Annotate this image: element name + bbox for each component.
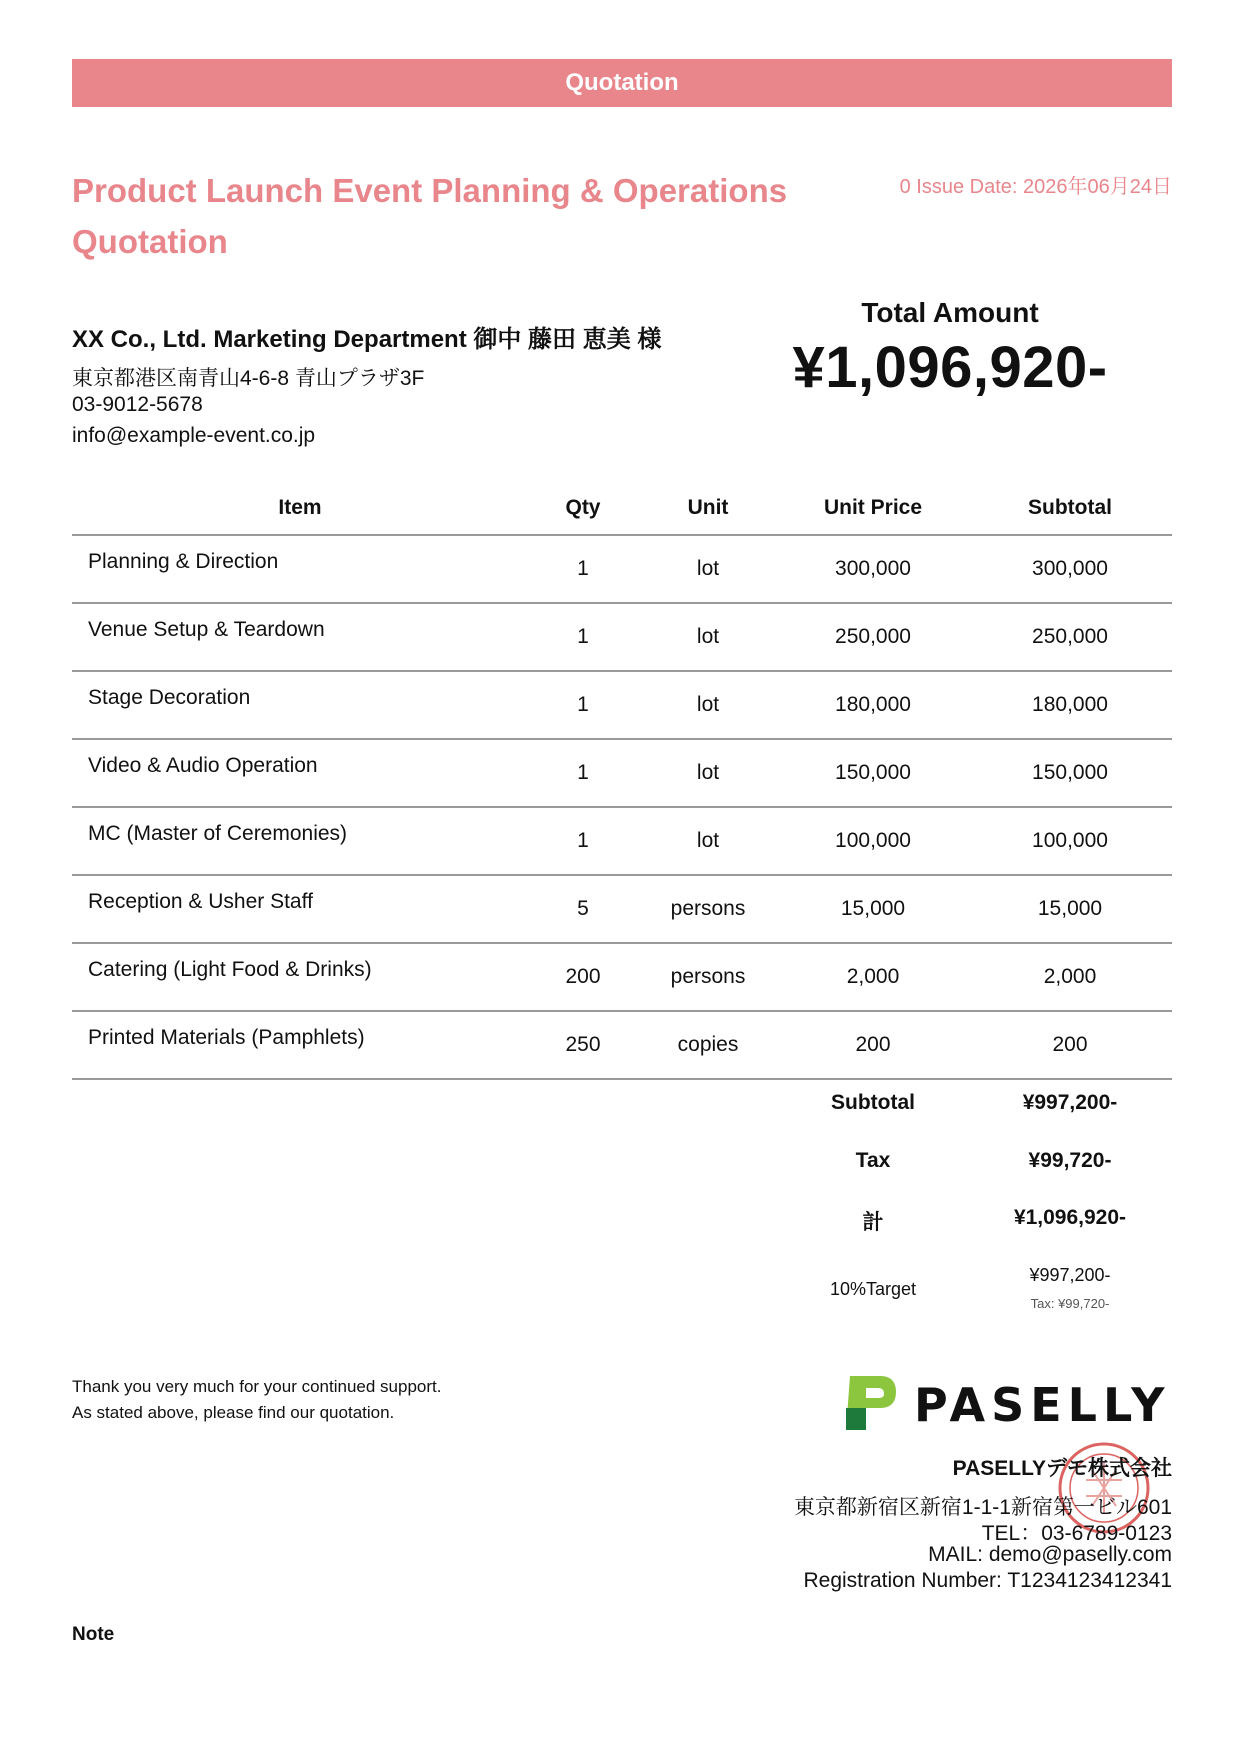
row-qty: 1 [528,807,638,875]
row-subtotal: 200 [968,1011,1172,1079]
table-row [72,603,1172,671]
header-unit-price: Unit Price [778,482,968,535]
row-unit: lot [638,535,778,603]
line-items-table [72,482,1172,1080]
row-unit: copies [638,1011,778,1079]
row-qty: 250 [528,1011,638,1079]
row-subtotal: 2,000 [968,943,1172,1011]
row-item: Reception & Usher Staff [72,875,528,943]
row-subtotal: 150,000 [968,739,1172,807]
summary-tax-value: ¥99,720- [1028,1149,1112,1172]
summary-total-label: 計 [862,1211,884,1234]
total-amount-value: ¥1,096,920- [792,335,1108,400]
title-line-1: Product Launch Event Planning & Operations [72,172,788,209]
row-qty: 1 [528,603,638,671]
row-price: 300,000 [778,535,968,603]
row-qty: 1 [528,671,638,739]
table-row [72,807,1172,875]
company-name: PASELLYデモ株式会社 [952,1457,1172,1480]
table-row [72,875,1172,943]
row-unit: lot [638,807,778,875]
row-price: 180,000 [778,671,968,739]
tax-target-label: 10%Target [829,1279,917,1299]
company-address: 東京都新宿区新宿1-1-1新宿第一ビル601 [793,1496,1172,1519]
company-logo [840,1372,1172,1434]
row-subtotal: 250,000 [968,603,1172,671]
header-qty: Qty [528,482,638,535]
row-price: 2,000 [778,943,968,1011]
row-item: Planning & Direction [72,535,528,603]
row-subtotal: 15,000 [968,875,1172,943]
row-subtotal: 300,000 [968,535,1172,603]
summary-total-value: ¥1,096,920- [1013,1206,1127,1229]
issue-date: 0 Issue Date: 2026年06月24日 [899,176,1172,198]
paselly-logo-icon [840,1372,900,1434]
logo-wordmark: PASELLY [914,1378,1171,1432]
document-banner [72,59,1172,107]
table-row [72,535,1172,603]
company-mail: MAIL: demo@paselly.com [928,1543,1172,1566]
row-item: Video & Audio Operation [72,739,528,807]
header-subtotal: Subtotal [968,482,1172,535]
table-row [72,671,1172,739]
total-amount-label: Total Amount [861,297,1039,328]
document-title [72,165,792,267]
table-row [72,739,1172,807]
row-price: 150,000 [778,739,968,807]
row-item: Stage Decoration [72,671,528,739]
table-header-row [72,482,1172,535]
row-qty: 200 [528,943,638,1011]
header-item: Item [72,482,528,535]
message-line-2: As stated above, please find our quotation. [72,1403,395,1422]
thank-you-message [72,1374,441,1426]
table-row [72,943,1172,1011]
row-qty: 5 [528,875,638,943]
row-qty: 1 [528,535,638,603]
note-label: Note [72,1624,115,1645]
title-line-2: Quotation [72,223,228,260]
row-unit: lot [638,739,778,807]
summary-subtotal-value: ¥997,200- [1022,1091,1118,1114]
client-phone: 03-9012-5678 [72,393,203,416]
row-item: Venue Setup & Teardown [72,603,528,671]
summary-subtotal-label: Subtotal [831,1091,915,1114]
row-price: 250,000 [778,603,968,671]
tax-target-tax: Tax: ¥99,720- [1030,1296,1110,1311]
row-subtotal: 100,000 [968,807,1172,875]
summary-tax-label: Tax [855,1149,891,1172]
message-line-1: Thank you very much for your continued support. [72,1377,442,1396]
row-unit: lot [638,603,778,671]
banner-title: Quotation [565,69,679,96]
client-email: info@example-event.co.jp [72,424,316,447]
row-price: 100,000 [778,807,968,875]
row-subtotal: 180,000 [968,671,1172,739]
row-item: Printed Materials (Pamphlets) [72,1011,528,1079]
row-price: 200 [778,1011,968,1079]
table-row [72,1011,1172,1079]
row-item: MC (Master of Ceremonies) [72,807,528,875]
row-item: Catering (Light Food & Drinks) [72,943,528,1011]
row-price: 15,000 [778,875,968,943]
row-unit: lot [638,671,778,739]
row-unit: persons [638,943,778,1011]
company-registration: Registration Number: T1234123412341 [803,1569,1172,1592]
header-unit: Unit [638,482,778,535]
client-address: 東京都港区南青山4-6-8 青山プラザ3F [72,367,425,390]
tax-target-value: ¥997,200- [1029,1265,1111,1285]
client-name: XX Co., Ltd. Marketing Department 御中 藤田 恵美 様 [72,326,662,353]
company-tel: TEL：03-6789-0123 [981,1522,1172,1545]
row-qty: 1 [528,739,638,807]
row-unit: persons [638,875,778,943]
